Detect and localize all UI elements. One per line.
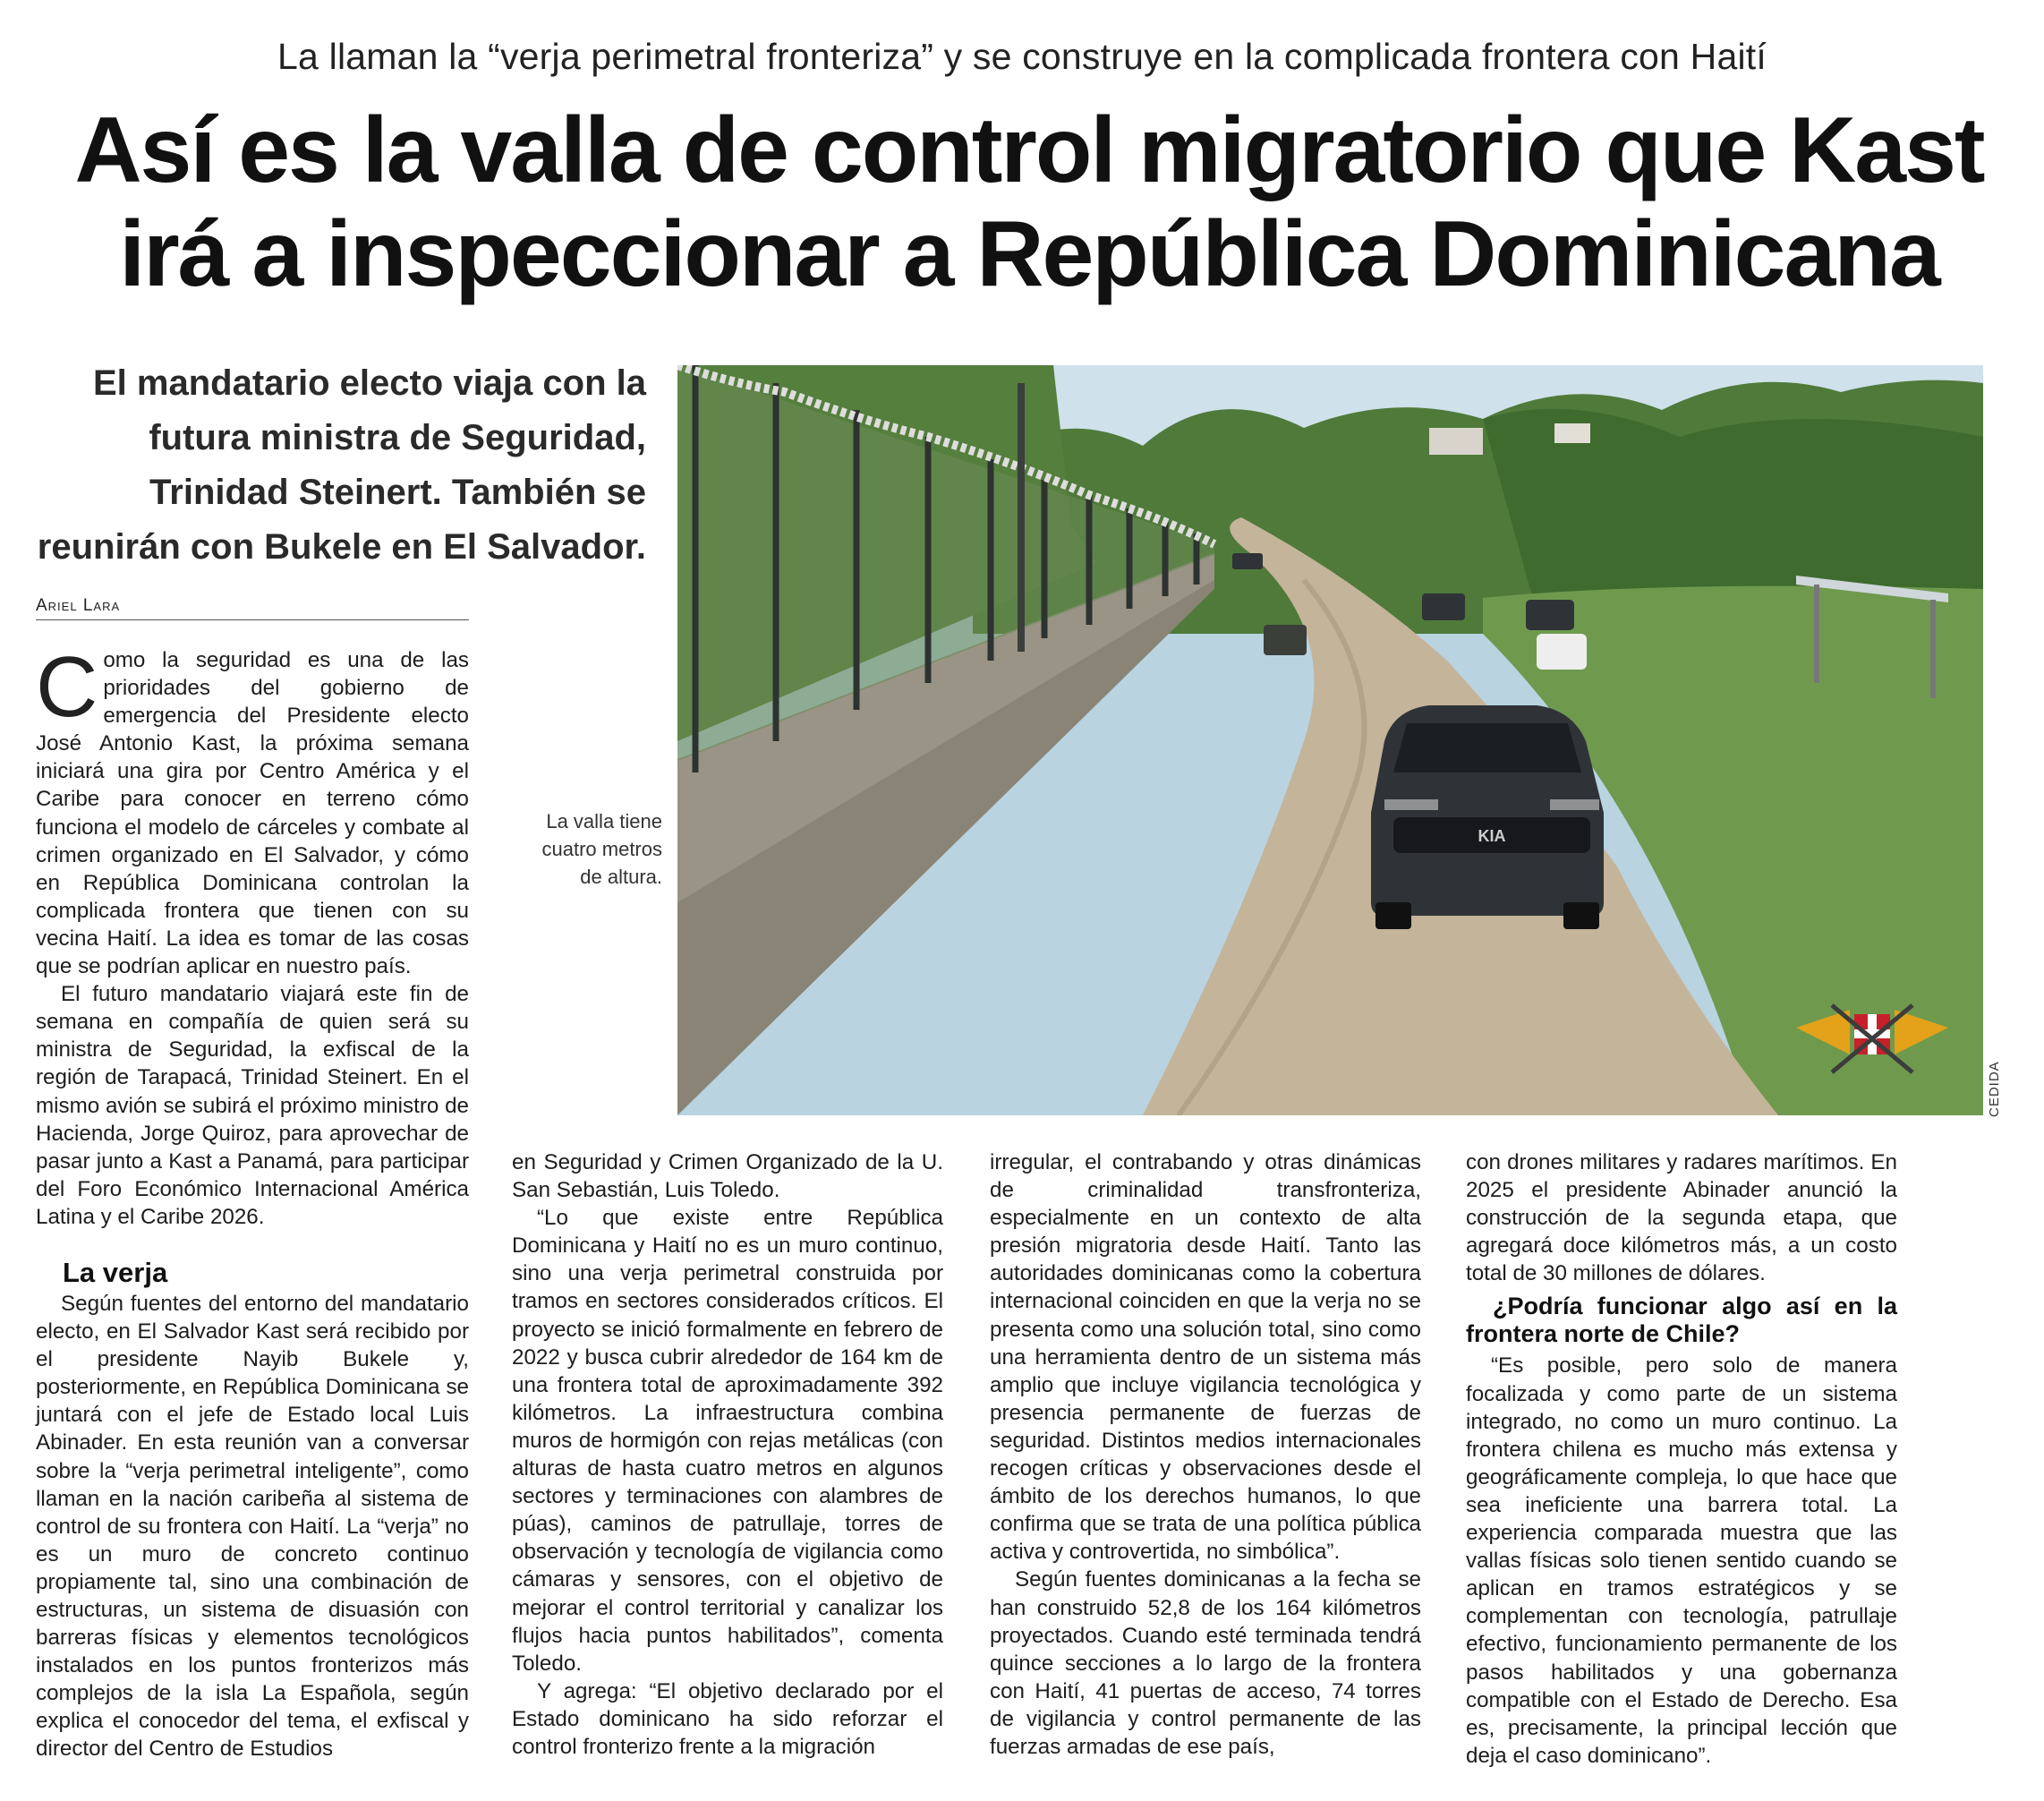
- paragraph: con drones militares y radares marítimos. En 2025 el presidente Abinader anunció la construcción de la segunda etapa, que agregará doce kilómetros más, a un costo total de 30 millones de dólares.: [1466, 1150, 1897, 1286]
- article-column-2: [512, 1148, 943, 1761]
- section-subhead: La verja: [63, 1256, 168, 1288]
- article-photo: [677, 365, 1983, 1115]
- article-kicker: La llaman la “verja perimetral fronteriza” y se construye en la complicada frontera con Haití: [277, 36, 1767, 77]
- paragraph: omo la seguridad es una de las prioridades del gobierno de emergencia del Presidente electo José Antonio Kast, la próxima semana iniciará una gira por Centro América y el Caribe para conocer en terreno cómo funciona el modelo de cárceles y combate al crimen organizado en El Salvador, y cómo en República Dominicana controlan la complicada frontera que tienen con su vecina Haití. La idea es tomar de las cosas que se podrían aplicar en nuestro país.: [36, 648, 469, 979]
- paragraph: “Lo que existe entre República Dominicana y Haití no es un muro continuo, sino una verja perimetral construida por tramos en sectores considerados críticos. El proyecto se inició formalmente en febrero de 2022 y busca cubrir alrededor de 164 km de una frontera total de aproximadamente 392 kilómetros. La infraestructura combina muros de hormigón con rejas metálicas (con alturas de hasta cuatro metros en algunos sectores y terminaciones con alambres de púas), caminos de patrullaje, torres de observación y tecnología de vigilancia como cámaras y sensores, con el objetivo de mejorar el control territorial y canalizar los flujos hacia puntos habilitados”, comenta Toledo.: [512, 1206, 943, 1676]
- photo-car-badge: KIA: [1478, 827, 1506, 845]
- border-fence-road-photo: [677, 365, 1983, 1115]
- article-column-3: [990, 1148, 1421, 1761]
- article-byline: Ariel Lara: [36, 596, 469, 620]
- drop-cap: C: [36, 639, 98, 735]
- photo-caption: La valla tiene cuatro metros de altura.: [541, 810, 662, 888]
- section-subhead: ¿Podría funcionar algo así en la frontera norte de Chile?: [1466, 1293, 1897, 1348]
- paragraph: Y agrega: “El objetivo declarado por el Estado dominicano ha sido reforzar el control fronterizo frente a la migración: [512, 1678, 943, 1759]
- article-column-1: [36, 639, 469, 1763]
- paragraph: irregular, el contrabando y otras dinámicas de criminalidad transfronteriza, especialmente en un contexto de alta presión migratoria desde Haití. Tanto las autoridades dominicanas como la cobertura internacional coinciden en que la verja no se presenta como una solución total, sino como una herramienta dentro de un sistema más amplio que incluye vigilancia tecnológica y presencia permanente de fuerzas de seguridad. Distintos medios internacionales recogen críticas y observaciones desde el ámbito de los derechos humanos, lo que confirma que se trata de una política pública activa y controvertida, no simbólica”.: [990, 1150, 1421, 1565]
- photo-main-car: [1371, 705, 1604, 929]
- photo-credit: CEDIDA: [1987, 1061, 2002, 1117]
- paragraph: “Es posible, pero solo de manera focalizada y como parte de un sistema integrado, no como un muro continuo. La frontera chilena es mucho más extensa y geográficamente compleja, lo que hace que sea ineficiente una barrera total. La experiencia comparada muestra que las vallas físicas solo tienen sentido cuando se aplican en tramos estratégicos y se complementan con tecnología, patrullaje efectivo, funcionamiento permanente de los pasos habilitados y una gobernanza compatible con el Estado de Derecho. Esa es, precisamente, la principal lección que deja el caso dominicano”.: [1466, 1353, 1897, 1768]
- paragraph: Según fuentes del entorno del mandatario electo, en El Salvador Kast será recibido por el presidente Nayib Bukele y, posteriormente, en República Dominicana se juntará con el jefe de Estado local Luis Abinader. En esta reunión van a conversar sobre la “verja perimetral inteligente”, como llaman en la nación caribeña al sistema de control de su frontera con Haití. La “verja” no es un muro de concreto continuo propiamente tal, sino una combinación de estructuras, un sistema de disuasión con barreras físicas y elementos tecnológicos instalados en los puntos fronterizos más complejos de la isla La Española, según explica el conocedor del tema, el exfiscal y director del Centro de Estudios: [36, 1291, 469, 1762]
- paragraph: en Seguridad y Crimen Organizado de la U. San Sebastián, Luis Toledo.: [512, 1150, 943, 1203]
- paragraph: Según fuentes dominicanas a la fecha se han construido 52,8 de los 164 kilómetros proyectados. Cuando esté terminada tendrá quince secciones a lo largo de la frontera con Haití, 41 puertas de acceso, 74 torres de vigilancia y control permanente de las fuerzas armadas de ese país,: [990, 1567, 1421, 1759]
- article-deck: El mandatario electo viaja con la futura ministra de Seguridad, Trinidad Steinert. También se reunirán con Bukele en El Salvador.: [37, 363, 646, 567]
- article-column-4: [1466, 1148, 1897, 1770]
- paragraph: El futuro mandatario viajará este fin de semana en compañía de quien será su ministra de Seguridad, la exfiscal de la región de Tarapacá, Trinidad Steinert. En el mismo avión se subirá el próximo ministro de Hacienda, Jorge Quiroz, para aprovechar de pasar junto a Kast a Panamá, para participar del Foro Económico Internacional América Latina y el Caribe 2026.: [36, 982, 469, 1229]
- article-headline: Así es la valla de control migratorio que Kast irá a inspeccionar a República Dominicana: [74, 98, 1984, 306]
